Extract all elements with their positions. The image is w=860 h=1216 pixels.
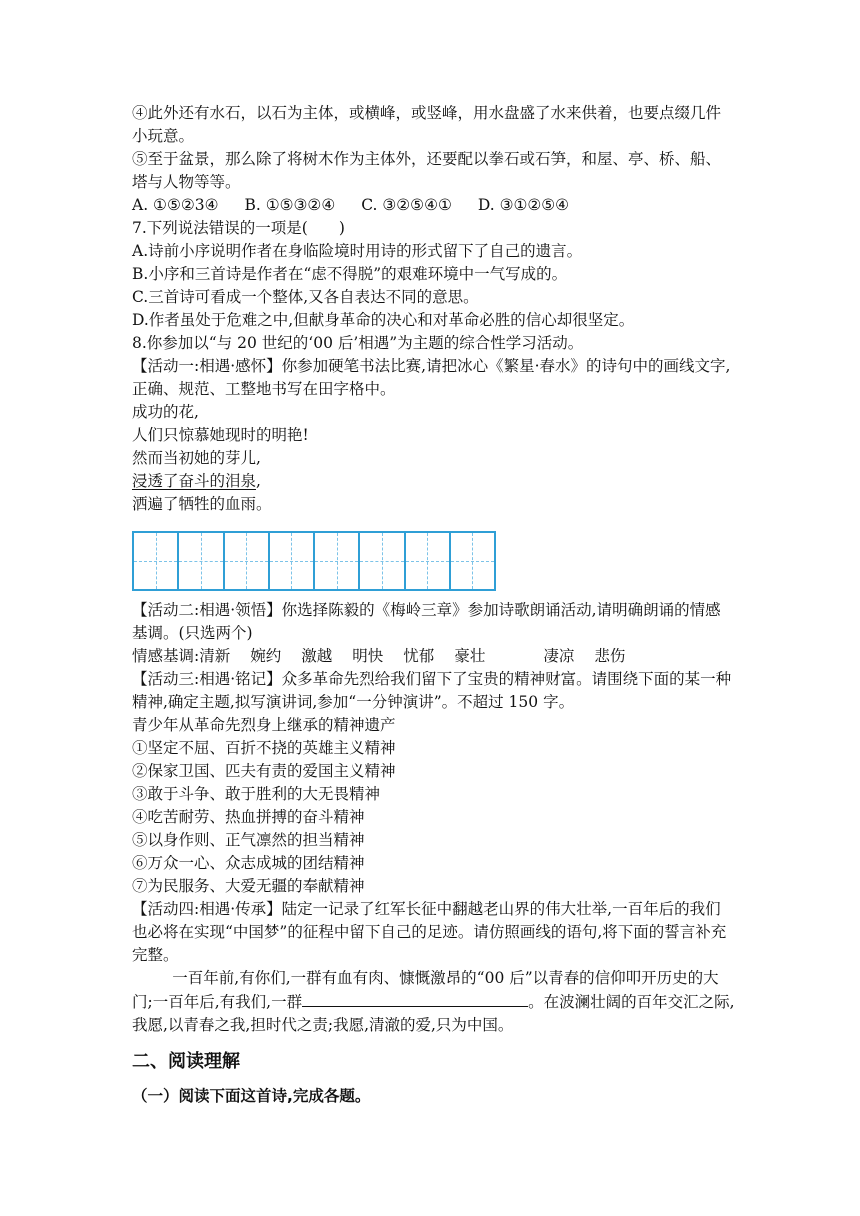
heritage-item: ⑤以身作则、正气凛然的担当精神 (132, 831, 365, 849)
q6-option-a: A. ①⑤②3④ (132, 196, 219, 214)
grid-cell[interactable] (270, 533, 315, 589)
grid-cell[interactable] (179, 533, 224, 589)
tone-options (132, 645, 736, 668)
poem (132, 401, 736, 516)
tone-8: 悲伤 (594, 647, 626, 665)
q6-item-5: ⑤至于盆景，那么除了将树木作为主体外，还要配以拳石或石笋，和屋、亭、桥、船、塔与人物等等。 (132, 150, 722, 191)
q6-options (132, 194, 736, 217)
heritage-item: ④吃苦耐劳、热血拼搏的奋斗精神 (132, 808, 365, 826)
activity-1: 【活动一:相遇·感怀】你参加硬笔书法比赛,请把冰心《繁星·春水》的诗句中的画线文字,正确、规范、工整地书写在田字格中。 (132, 357, 731, 398)
q7-stem: 7.下列说法错误的一项是( ) (132, 219, 345, 237)
grid-cell[interactable] (406, 533, 451, 589)
heritage-title: 青少年从革命先烈身上继承的精神遗产 (132, 716, 396, 734)
oath-paragraph (132, 967, 736, 1037)
q6-option-b: B. ①⑤③②④ (244, 196, 336, 214)
poem-line-5: 洒遍了牺牲的血雨。 (132, 495, 272, 513)
grid-cell[interactable] (315, 533, 360, 589)
tone-4: 明快 (352, 647, 384, 665)
grid-cell[interactable] (225, 533, 270, 589)
heritage-item: ①坚定不屈、百折不挠的英雄主义精神 (132, 739, 396, 757)
q6-option-d: D. ③①②⑤④ (477, 196, 570, 214)
section-2-title: 二、阅读理解 (132, 1051, 240, 1072)
grid-cell[interactable] (134, 533, 179, 589)
poem-line-4-comma: , (256, 472, 261, 490)
q7-option-a: A.诗前小序说明作者在身临险境时用诗的形式留下了自己的遗言。 (132, 242, 583, 260)
poem-line-2: 人们只惊慕她现时的明艳! (132, 426, 309, 444)
oath-blank[interactable] (302, 990, 528, 1007)
tone-2: 婉约 (250, 647, 282, 665)
q7-option-d: D.作者虽处于危难之中,但献身革命的决心和对革命必胜的信心却很坚定。 (132, 311, 635, 329)
poem-underlined-text: 浸透了奋斗的泪泉 (132, 472, 257, 490)
oath-text-1: 一百年前,有你们,一群有血有肉、慷慨激昂的“00 后”以青春的信仰叩开历史的大门;一百年后,有我们,一群 (132, 969, 719, 1011)
heritage-item: ②保家卫国、匹夫有责的爱国主义精神 (132, 762, 396, 780)
grid-cell[interactable] (360, 533, 405, 589)
oath-text-2: 。在波澜壮阔的百年交汇之际,我愿,以青春之我,担时代之责;我愿,清澈的爱,只为中国。 (132, 993, 735, 1034)
heritage-item: ⑥万众一心、众志成城的团结精神 (132, 854, 365, 872)
heritage-list (132, 737, 736, 898)
q7-option-c: C.三首诗可看成一个整体,又各自表达不同的意思。 (132, 288, 479, 306)
q8-stem: 8.你参加以“与 20 世纪的‘00 后’相遇”为主题的综合性学习活动。 (132, 334, 584, 352)
q7-option-b: B.小序和三首诗是作者在“虑不得脱”的艰难环境中一气写成的。 (132, 265, 568, 283)
q6-item-4: ④此外还有水石，以石为主体，或横峰，或竖峰，用水盘盛了水来供着，也要点缀几件小玩意。 (132, 104, 722, 145)
tone-1: 清新 (199, 647, 231, 665)
grid-cell[interactable] (451, 533, 494, 589)
tone-5: 忧郁 (403, 647, 435, 665)
activity-4: 【活动四:相遇·传承】陆定一记录了红军长征中翻越老山界的伟大壮举,一百年后的我们也必将在实现“中国梦”的征程中留下自己的足迹。请仿照画线的语句,将下面的誓言补充完整。 (132, 900, 727, 964)
activity-2: 【活动二:相遇·领悟】你选择陈毅的《梅岭三章》参加诗歌朗诵活动,请明确朗诵的情感基调。(只选两个) (132, 601, 721, 642)
tianzige-grid[interactable] (132, 531, 496, 591)
tone-3: 激越 (301, 647, 333, 665)
heritage-item: ③敢于斗争、敢于胜利的大无畏精神 (132, 785, 381, 803)
section-2-subtitle: （一）阅读下面这首诗,完成各题。 (132, 1087, 371, 1105)
tone-7: 凄凉 (543, 647, 575, 665)
activity-3: 【活动三:相遇·铭记】众多革命先烈给我们留下了宝贵的精神财富。请围绕下面的某一种精神,确定主题,拟写演讲词,参加“一分钟演讲”。不超过 150 字。 (132, 670, 732, 711)
tone-label: 情感基调:清新 (132, 647, 231, 665)
heritage-item: ⑦为民服务、大爱无疆的奉献精神 (132, 877, 365, 895)
poem-line-1: 成功的花, (132, 403, 199, 421)
poem-line-4 (132, 470, 736, 493)
q6-option-c: C. ③②⑤④① (361, 196, 452, 214)
poem-line-3: 然而当初她的芽儿, (132, 449, 261, 467)
tone-6: 豪壮 (454, 647, 486, 665)
